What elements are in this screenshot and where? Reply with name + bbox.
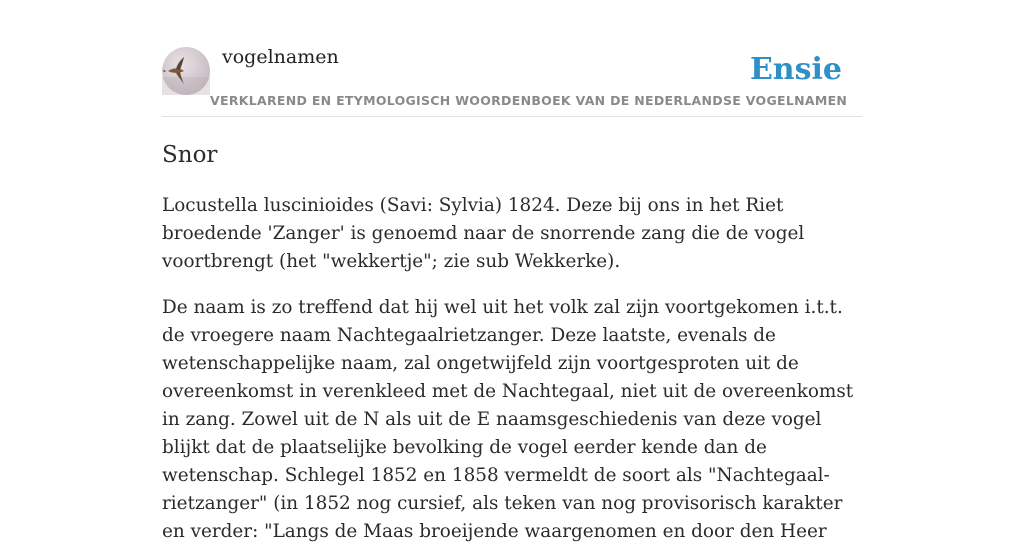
article-paragraph: De naam is zo treffend dat hij wel uit het volk zal zijn voortgekomen i.t.t. de vroegere naam Nachtegaalrietzanger. Deze laatste, evenals de wetenschappelijke naam, zal ongetwijfeld zijn voortgesproten uit de overeenkomst in verenkleed met de Nachtegaal, niet uit de overeenkomst in zang. Zowel uit de N als uit de E naamsgeschiedenis van deze vogel blijkt dat de plaatselijke bevolking de vogel eerder kende dan de wetenschap. Schlegel 1852 en 1858 vermeldt de soort als "Nachtegaal-rietzanger" (in 1852 nog cursief, als teken van nog provisorisch karakter en verder: "Langs de Maas broeijende waargenomen en door den Heer [162,297,854,542]
page-title: Snor [162,142,218,168]
blog-name[interactable]: vogelnamen [222,46,339,68]
ensie-logo[interactable]: Ensie [749,52,842,87]
blog-subtitle: VERKLAREND EN ETYMOLOGISCH WOORDENBOEK VAN DE NEDERLANDSE VOGELNAMEN [210,93,848,108]
bird-avatar-icon[interactable] [162,47,210,95]
article-paragraph: Locustella luscinioides (Savi: Sylvia) 1824. Deze bij ons in het Riet broedende 'Zanger' is genoemd naar de snorrende zang die de vogel voortbrengt (het "wekkertje"; zie sub Wekkerke). [162,195,805,272]
site-header [162,0,862,117]
article [162,138,862,546]
bird-icon [162,47,210,95]
